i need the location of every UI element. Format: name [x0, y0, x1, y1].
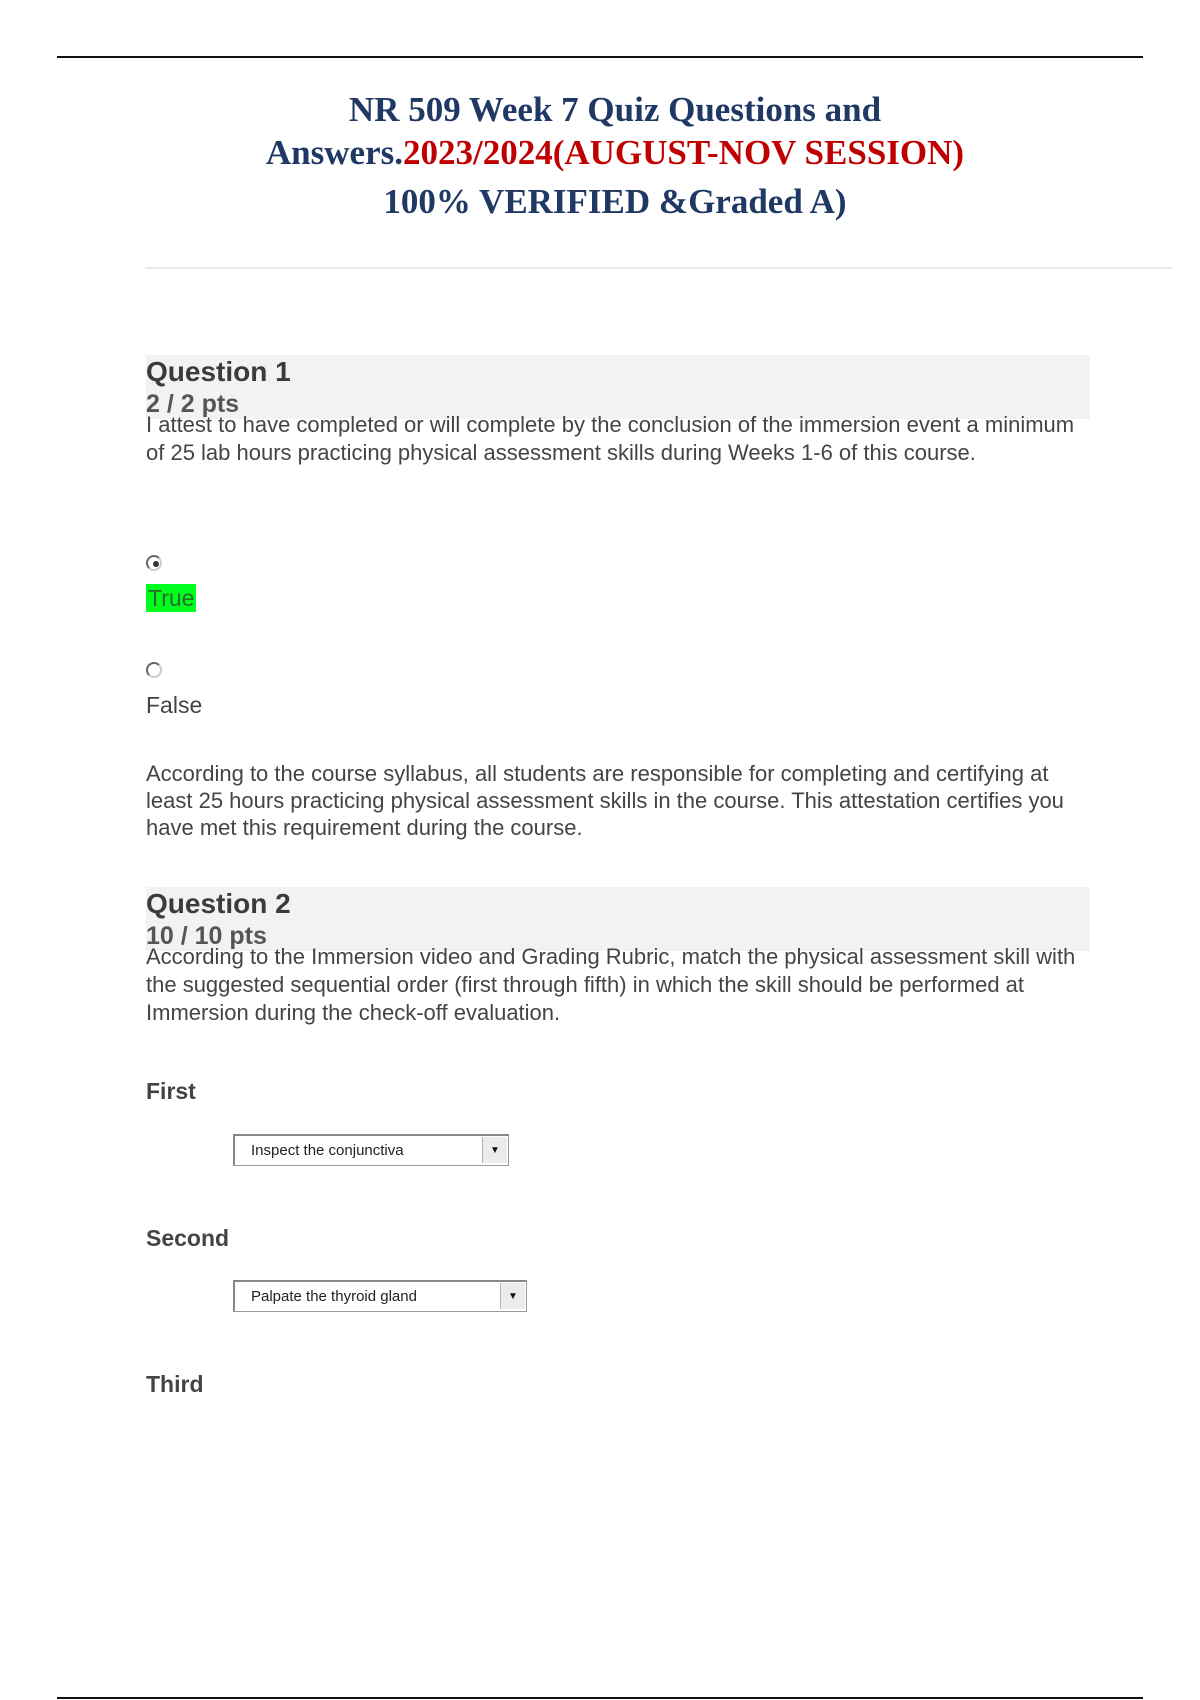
title-line3: 100% VERIFIED &Graded A)	[383, 182, 847, 221]
question-1-title: Question 1	[146, 356, 291, 387]
bottom-rule	[57, 1697, 1143, 1699]
question-2-text: According to the Immersion video and Grading Rubric, match the physical assessment skill with the suggested sequential order (first through fifth) in which the skill should be performed at Immersion during the check-off evaluation.	[146, 944, 1076, 1025]
title-line2-red: 2023/2024(AUGUST-NOV SESSION)	[402, 133, 965, 172]
match-label-third: Third	[146, 1371, 204, 1397]
radio-false-icon[interactable]	[146, 662, 162, 678]
question-1-explanation: According to the course syllabus, all students are responsible for completing and certifying at least 25 hours practicing physical assessment skills in the course. This attestation certifies you have met this requirement during the course.	[146, 761, 1064, 840]
option-false-label: False	[146, 692, 203, 718]
match-label-first: First	[146, 1078, 196, 1104]
question-1-points: 2 / 2 pts	[146, 390, 240, 418]
document-title	[140, 88, 1090, 223]
match-label-second: Second	[146, 1225, 230, 1251]
radio-true-icon[interactable]	[146, 555, 162, 571]
question-2	[146, 887, 1090, 1027]
title-line1: NR 509 Week 7 Quiz Questions and	[348, 90, 882, 129]
match-select-first[interactable]	[233, 1134, 509, 1166]
match-select-second[interactable]	[233, 1280, 527, 1312]
top-rule	[57, 56, 1143, 58]
question-2-header	[146, 887, 1090, 951]
match-select-second-value: Palpate the thyroid gland	[251, 1288, 417, 1305]
question-2-points: 10 / 10 pts	[146, 922, 267, 950]
question-2-title: Question 2	[146, 888, 291, 919]
question-1-header	[146, 355, 1090, 419]
dropdown-arrow-icon[interactable]: ▼	[500, 1283, 525, 1309]
option-true-label: True	[148, 585, 195, 611]
option-true[interactable]	[146, 555, 1090, 612]
match-select-first-value: Inspect the conjunctiva	[251, 1142, 404, 1159]
dropdown-arrow-icon[interactable]: ▼	[482, 1137, 507, 1163]
question-1-text: I attest to have completed or will complete by the conclusion of the immersion event a minimum of 25 lab hours practicing physical assessment skills during Weeks 1-6 of this course.	[146, 412, 1075, 465]
title-line2-dark: Answers.	[265, 133, 403, 172]
question-1	[146, 355, 1090, 467]
option-false[interactable]	[146, 662, 1090, 719]
header-divider	[145, 267, 1172, 269]
